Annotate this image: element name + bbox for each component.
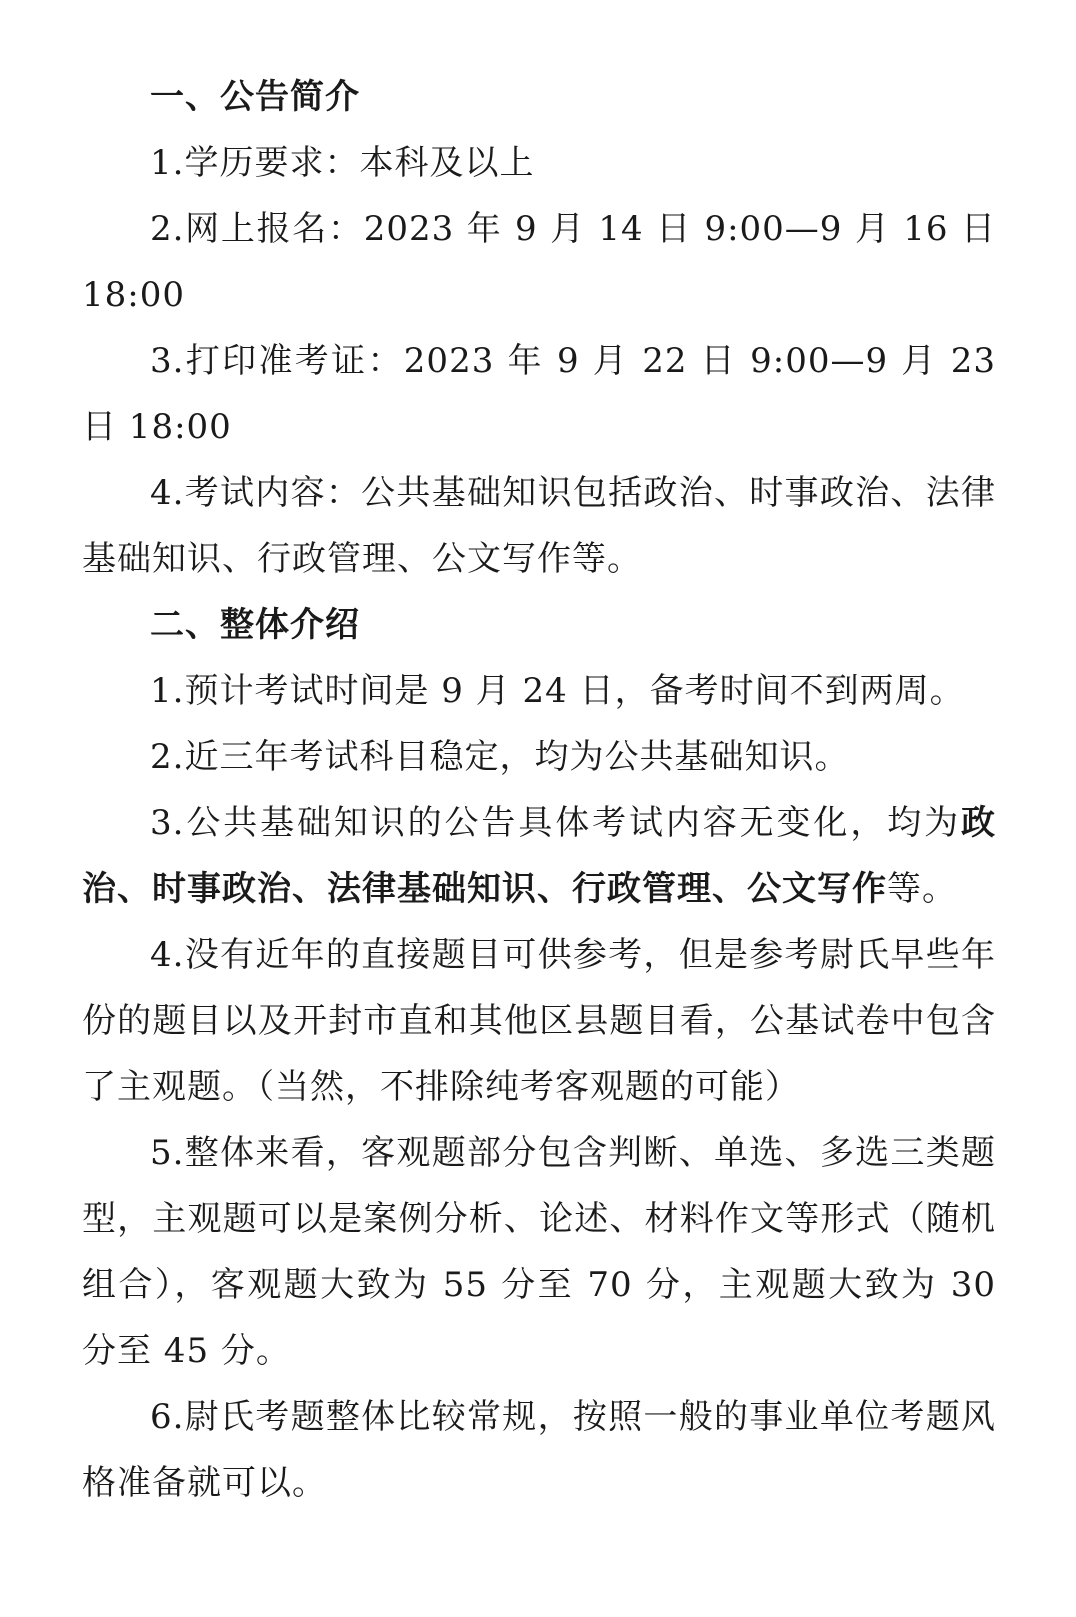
section-heading-announcement-intro: 一、公告简介 bbox=[150, 77, 360, 117]
question-type-overview: 5.整体来看，客观题部分包含判断、单选、多选三类题型，主观题可以是案例分析、论述、材料作文等形式（随机组合），客观题大致为 55 分至 70 分，主观题大致为 30 分至 45 分。 bbox=[82, 1133, 996, 1371]
exam-subject-stability: 2.近三年考试科目稳定，均为公共基础知识。 bbox=[150, 737, 850, 777]
exam-content-prefix: 3.公共基础知识的公告具体考试内容无变化，均为 bbox=[150, 803, 961, 843]
exam-subjects-bold: 政治、时事政治、法律基础知识、行政管理、公文写作 bbox=[82, 803, 996, 909]
section-heading-overall-intro: 二、整体介绍 bbox=[150, 605, 360, 645]
exam-style-note: 6.尉氏考题整体比较常规，按照一般的事业单位考题风格准备就可以。 bbox=[82, 1397, 996, 1503]
expected-exam-date: 1.预计考试时间是 9 月 24 日，备考时间不到两周。 bbox=[150, 671, 965, 711]
online-registration-period: 2.网上报名：2023 年 9 月 14 日 9:00—9 月 16 日 18:00 bbox=[82, 209, 996, 315]
reference-questions-note: 4.没有近年的直接题目可供参考，但是参考尉氏早些年份的题目以及开封市直和其他区县题目看，公基试卷中包含了主观题。（当然，不排除纯考客观题的可能） bbox=[82, 935, 996, 1107]
exam-content-suffix: 等。 bbox=[887, 869, 957, 909]
exam-content: 4.考试内容：公共基础知识包括政治、时事政治、法律基础知识、行政管理、公文写作等。 bbox=[82, 473, 996, 579]
education-requirement: 1.学历要求：本科及以上 bbox=[150, 143, 535, 183]
exam-content-unchanged bbox=[82, 790, 996, 922]
admission-ticket-print-period: 3.打印准考证：2023 年 9 月 22 日 9:00—9 月 23 日 18:00 bbox=[82, 341, 996, 447]
